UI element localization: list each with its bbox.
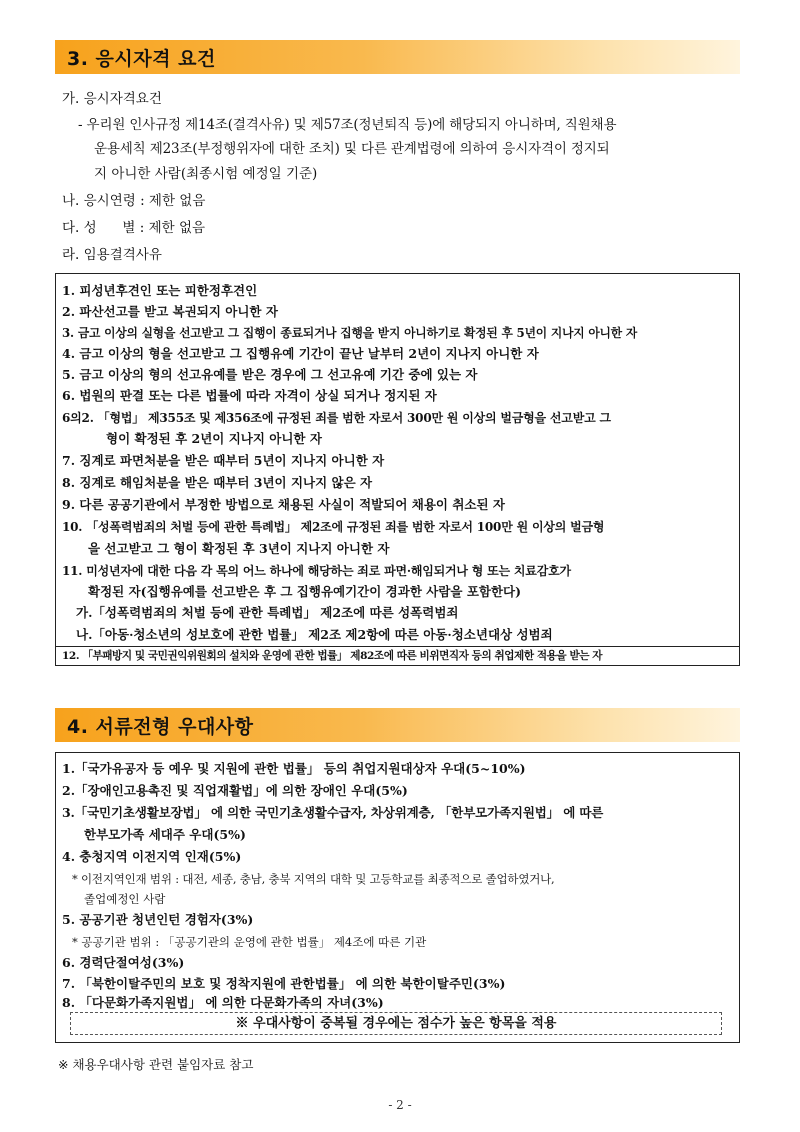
disq-item-6: 6. 법원의 판결 또는 다른 법률에 따라 자격이 상실 되거나 정지된 자 bbox=[62, 388, 437, 403]
qualification-ra: 라. 임용결격사유 bbox=[62, 247, 162, 263]
disq-item-2: 2. 파산선고를 받고 복권되지 아니한 자 bbox=[62, 304, 278, 319]
disq-item-10-cont: 을 선고받고 그 형이 확정된 후 3년이 지나지 아니한 자 bbox=[88, 541, 390, 556]
disq-item-6-2-cont: 형이 확정된 후 2년이 지나지 아니한 자 bbox=[106, 431, 322, 446]
disq-item-6-2: 6의2. 「형법」 제355조 및 제356조에 규정된 죄를 범한 자로서 300만 원 이상의 벌금형을 선고받고 그 bbox=[62, 411, 611, 425]
disq-item-7: 7. 징계로 파면처분을 받은 때부터 5년이 지나지 아니한 자 bbox=[62, 453, 385, 468]
preference-notice: ※ 우대사항이 중복될 경우에는 점수가 높은 항목을 적용 bbox=[70, 1012, 722, 1035]
pref-item-3: 3.「국민기초생활보장법」 에 의한 국민기초생활수급자, 차상위계층, 「한부모가족지원법」 에 따른 bbox=[62, 805, 604, 820]
pref-item-4: 4. 충청지역 이전지역 인재(5%) bbox=[62, 849, 242, 864]
disq-item-11-cont: 확정된 자(집행유예를 선고받은 후 그 집행유예기간이 경과한 사람을 포함한다) bbox=[88, 584, 522, 599]
qualification-da: 다. 성 별 : 제한 없음 bbox=[62, 220, 206, 236]
section-4-title: 4. 서류전형 우대사항 bbox=[67, 716, 254, 738]
disq-item-10: 10. 「성폭력범죄의 처벌 등에 관한 특례법」 제2조에 규정된 죄를 범한 자로서 100만 원 이상의 벌금형 bbox=[62, 520, 605, 534]
pref-item-1: 1.「국가유공자 등 예우 및 지원에 관한 법률」 등의 취업지원대상자 우대(5~10%) bbox=[62, 761, 526, 776]
section-4-heading bbox=[55, 708, 740, 742]
disq-item-11-ga: 가.「성폭력범죄의 처벌 등에 관한 특례법」 제2조에 따른 성폭력범죄 bbox=[76, 605, 459, 620]
qualification-na: 나. 응시연령 : 제한 없음 bbox=[62, 193, 206, 209]
disq-item-4: 4. 금고 이상의 형을 선고받고 그 집행유예 기간이 끝난 날부터 2년이 지나지 아니한 자 bbox=[62, 346, 539, 361]
qualification-ga-detail-3: 지 아니한 사람(최종시험 예정일 기준) bbox=[94, 166, 318, 182]
pref-item-6: 6. 경력단절여성(3%) bbox=[62, 955, 185, 970]
qualification-ga-detail-1: - 우리원 인사규정 제14조(결격사유) 및 제57조(정년퇴직 등)에 해당되지 아니하며, 직원채용 bbox=[78, 117, 617, 133]
pref-item-3-cont: 한부모가족 세대주 우대(5%) bbox=[84, 827, 246, 842]
disq-item-5: 5. 금고 이상의 형의 선고유예를 받은 경우에 그 선고유예 기간 중에 있는 자 bbox=[62, 367, 478, 382]
pref-item-5: 5. 공공기관 청년인턴 경험자(3%) bbox=[62, 912, 254, 927]
pref-item-4-note-cont: 졸업예정인 사람 bbox=[84, 892, 166, 906]
disq-item-12: 12. 「부패방지 및 국민권익위원회의 설치와 운영에 관한 법률」 제82조에 따른 비위면직자 등의 취업제한 적용을 받는 자 bbox=[62, 650, 603, 662]
disq-item-11-na: 나.「아동·청소년의 성보호에 관한 법률」 제2조 제2항에 따른 아동·청소년대상 성범죄 bbox=[76, 627, 553, 642]
pref-item-5-note: * 공공기관 범위 : 「공공기관의 운영에 관한 법률」 제4조에 따른 기관 bbox=[72, 935, 427, 949]
disq-item-1: 1. 피성년후견인 또는 피한정후견인 bbox=[62, 283, 258, 298]
pref-item-7: 7. 「북한이탈주민의 보호 및 정착지원에 관한법률」 에 의한 북한이탈주민(3%) bbox=[62, 976, 506, 991]
pref-item-8: 8. 「다문화가족지원법」 에 의한 다문화가족의 자녀(3%) bbox=[62, 995, 384, 1010]
pref-item-4-note: * 이전지역인재 범위 : 대전, 세종, 충남, 충북 지역의 대학 및 고등학교를 최종적으로 졸업하였거나, bbox=[72, 872, 555, 886]
pref-item-2: 2.「장애인고용촉진 및 직업재활법」에 의한 장애인 우대(5%) bbox=[62, 783, 408, 798]
qualification-ga-detail-2: 운용세칙 제23조(부정행위자에 대한 조치) 및 다른 관계법령에 의하여 응시자격이 정지되 bbox=[94, 141, 610, 157]
section-3-title: 3. 응시자격 요건 bbox=[67, 48, 216, 70]
section-3-heading bbox=[55, 40, 740, 74]
disq-item-3: 3. 금고 이상의 실형을 선고받고 그 집행이 종료되거나 집행을 받지 아니하기로 확정된 후 5년이 지나지 아니한 자 bbox=[62, 326, 638, 340]
disq-item-11: 11. 미성년자에 대한 다음 각 목의 어느 하나에 해당하는 죄로 파면·해임되거나 형 또는 치료감호가 bbox=[62, 564, 571, 578]
disq-item-8: 8. 징계로 해임처분을 받은 때부터 3년이 지나지 않은 자 bbox=[62, 475, 373, 490]
disq-item-9: 9. 다른 공공기관에서 부정한 방법으로 채용된 사실이 적발되어 채용이 취소된 자 bbox=[62, 497, 505, 512]
reference-note: ※ 채용우대사항 관련 붙임자료 참고 bbox=[58, 1057, 254, 1072]
page-number: - 2 - bbox=[388, 1098, 412, 1112]
qualification-ga: 가. 응시자격요건 bbox=[62, 91, 162, 107]
